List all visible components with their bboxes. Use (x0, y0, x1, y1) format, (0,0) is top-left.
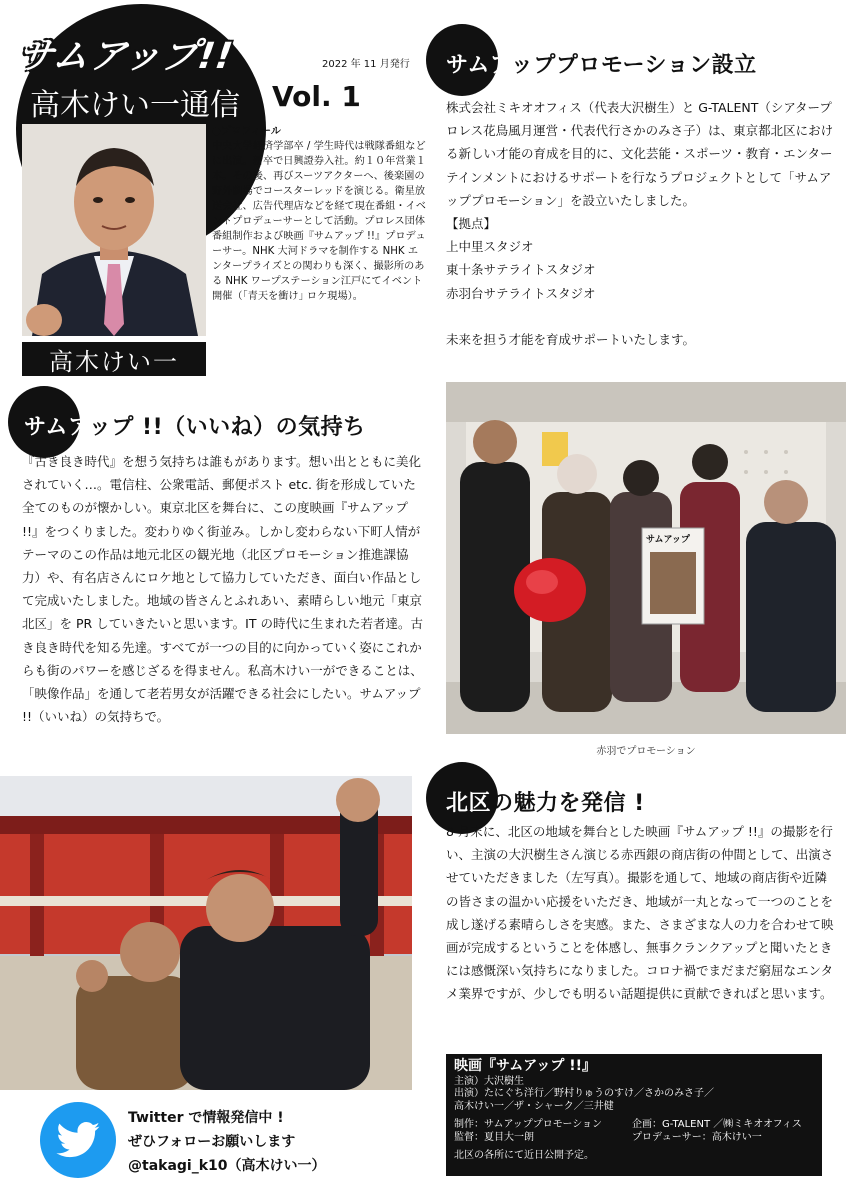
movie-planning: 企画：G-TALENT ／㈱ミキオオフィス (632, 1119, 802, 1130)
event-photo-illustration (446, 382, 846, 734)
newsletter-title: 高木けい一通信 (30, 88, 240, 123)
movie-release: 北区の各所にて近日公開予定。 (454, 1150, 594, 1161)
section-title-promotion (446, 48, 757, 79)
thumbsup-paragraph: 『古き良き時代』を想う気持ちは誰もがあります。想い出とともに美化されていく…。電信柱、公衆電話、郵便ポスト etc. 街を形成していた全てのものが懐かしい。東京北区を舞台に、この度映画『サムアップ !!』をつくりました。変わりゆく街並み。しかし変わらない下町人情がテーマのこの作品は地元北区の観光地（北区プロモーション推進課協力）や、有名店さんにロケ地として協力していただき、面白い作品として完成いたしました。地域の皆さんとふれあい、素晴らしい地元「東京北区」を PR していきたいと思います。IT の時代に生まれた若者達。古き良き時代を知る先達。すべてが一つの目的に向かっていく姿にこれからも街のパワーを感じざるを得ません。私高木けい一ができることは、「映像作品」を通して老若男女が活躍できる社会にしたい。サムアップ !!（いいね）の気持ちで。 (22, 454, 423, 725)
section-title-kita-part2: の魅力を発信 ! (491, 791, 645, 816)
issue-date: 2022 年 11 月発行 (322, 59, 410, 70)
twitter-icon[interactable] (40, 1102, 116, 1178)
section-title-promotion-part1: サムア (446, 53, 511, 78)
event-photo (446, 382, 846, 734)
section-title-promotion-part2: ッププロモーション設立 (510, 53, 757, 78)
kita-paragraph: 8 月末に、北区の地域を舞台とした映画『サムアップ !!』の撮影を行い、主演の大沢樹生さん演じる赤西銀の商店街の仲間として、出演させていただきました（左写真）。撮影を通して、地域の商店街や近隣の皆さまの温かい応援をいただき、地域が一丸となって一つのことを成し遂げる素晴らしさを実感。また、さまざまな人の力を合わせて映画が完成するということを体感し、無事クランクアップと聞いたときには感慨深い気持ちになりました。コロナ禍でまだまだ窮屈なエンタメ業界ですが、少しでも明るい話題提供に貢献できればと思います。 (446, 824, 834, 1002)
event-photo-caption: 赤羽でプロモーション (596, 746, 696, 757)
movie-producer: プロデューサー：高木けい一 (632, 1131, 762, 1143)
section-title-kita (446, 786, 645, 817)
twitter-line2: ぜひフォローお願いします (128, 1134, 296, 1150)
shrine-photo-illustration (0, 776, 412, 1090)
movie-production: 制作：サムアッププロモーション (454, 1119, 602, 1130)
movie-credits (454, 1119, 814, 1144)
profile-block (212, 124, 426, 304)
shrine-photo (0, 776, 412, 1090)
promotion-closing: 未来を担う才能を育成サポートいたします。 (446, 331, 696, 347)
name-plate: 高木けい一 (22, 342, 206, 376)
movie-cast-line2: 高木けい一／ザ・シャーク／三井健 (454, 1100, 614, 1112)
logo-text: サムアップ!! (14, 36, 236, 77)
movie-cast-line1: 出演）たにぐち洋行／野村りゅうのすけ／さかのみさ子／ (454, 1088, 714, 1099)
movie-info-box (446, 1054, 822, 1176)
section-title-kita-part1: 北区 (446, 791, 492, 816)
section-title-thumbsup-part1: サムア (24, 415, 89, 440)
twitter-handle[interactable]: @takagi_k10（高木けい一） (128, 1158, 326, 1174)
movie-cast-lead: 主演）大沢樹生 (454, 1075, 524, 1087)
base-item: 上中里スタジオ (446, 239, 534, 255)
bases-label: 【拠点】 (446, 216, 497, 232)
base-item: 東十条サテライトスタジオ (446, 262, 596, 278)
base-item: 赤羽台サテライトスタジオ (446, 285, 596, 301)
section-title-thumbsup (24, 410, 366, 441)
twitter-line1: Twitter で情報発信中 ! (128, 1110, 284, 1126)
portrait-illustration (22, 124, 206, 336)
movie-title: 映画『サムアップ !!』 (454, 1058, 596, 1074)
poster-title: サムアップ (646, 535, 690, 545)
promotion-paragraph: 株式会社ミキオオフィス（代表大沢樹生）と G-TALENT（シアタープロレス花鳥風月運営・代表代行さかのみさ子）は、東京都北区における新しい才能の育成を目的に、文化芸能・スポーツ・教育・エンターテインメントにおけるサポートを行なうプロジェクトとして「サムアッププロモーション」を設立いたしました。 (446, 100, 834, 208)
promotion-body (446, 96, 836, 351)
portrait-photo (22, 124, 206, 336)
volume-number: Vol. 1 (272, 80, 361, 113)
section-title-thumbsup-part2: ップ !!（いいね）の気持ち (88, 415, 366, 440)
profile-heading: ●プロフィール (212, 126, 281, 137)
movie-director: 監督：夏目大一朗 (454, 1131, 534, 1143)
twitter-info (128, 1106, 326, 1178)
profile-text: 中央大学経済学部卒 / 学生時代は戦隊番組などに出演。新卒で日興證券入社。約１０年営業１本。その後、再びスーツアクターへ、後楽園の野外劇場でコースターレッドを演じる。衛星放送会社、広告代理店などを経て現在番組・イベントプロデューサーとして活動。プロレス団体番組制作および映画『サムアップ !!』プロデューサー。NHK 大河ドラマを制作する NHK エンタープライズとの関わりも深く、撮影所のある NHK ワープステーション江戸にてイベント開催（｢青天を衝け｣ ロケ現場）。 (212, 141, 426, 302)
twitter-bird-icon (56, 1122, 100, 1158)
